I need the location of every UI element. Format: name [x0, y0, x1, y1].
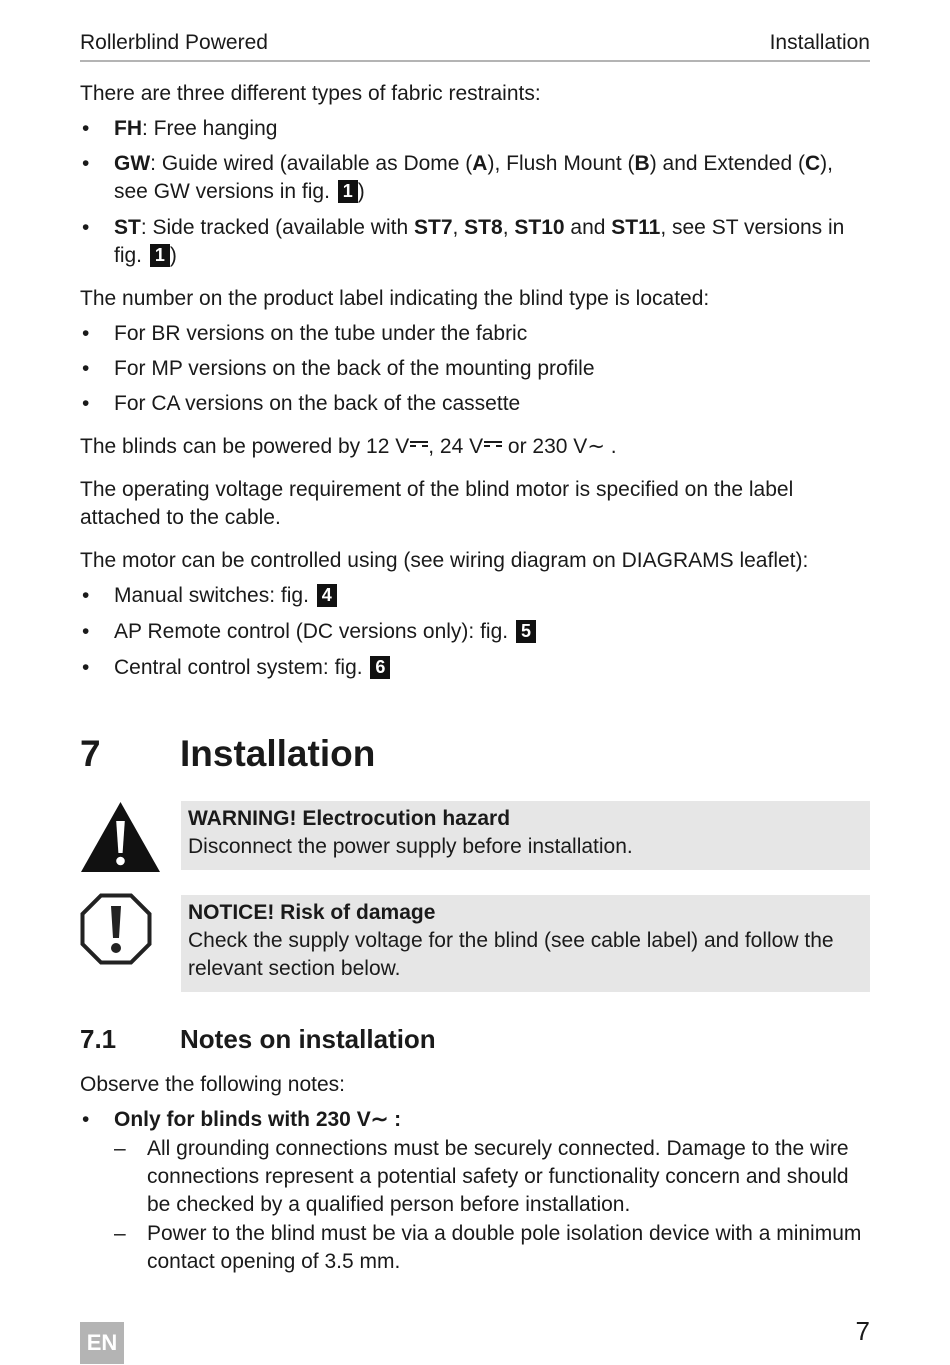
notes-lead: Observe the following notes:	[80, 1073, 345, 1096]
fig-ref-badge: 5	[516, 620, 536, 643]
subsection-number: 7.1	[80, 1024, 117, 1054]
warning-text: Disconnect the power supply before installation.	[188, 835, 633, 858]
fig-ref-badge: 6	[370, 656, 390, 679]
dc-symbol-icon	[410, 441, 428, 451]
header-section: Installation	[769, 31, 870, 54]
fig-ref-badge: 1	[338, 180, 358, 203]
warning-title: WARNING! Electrocution hazard	[188, 807, 511, 830]
notice-text: Check the supply voltage for the blind (see cable label) and follow the relevant section below.	[188, 929, 834, 980]
code-st: ST	[114, 216, 141, 239]
bullet: •	[82, 117, 90, 140]
bullet: •	[82, 216, 90, 239]
code-gw: GW	[114, 152, 151, 175]
notice-title: NOTICE! Risk of damage	[188, 901, 436, 924]
bullet: •	[82, 656, 90, 679]
bullet: •	[82, 152, 90, 175]
dash-marker: –	[114, 1137, 126, 1160]
bullet: •	[82, 392, 90, 415]
power-sentence: The blinds can be powered by 12 V , 24 V or 230 V∼ .	[80, 435, 617, 458]
dash-marker: –	[114, 1222, 126, 1245]
section-title: Installation	[180, 733, 376, 774]
warning-triangle-icon	[80, 801, 161, 873]
fig-ref-badge: 1	[150, 244, 170, 267]
header-product: Rollerblind Powered	[80, 31, 268, 54]
notice-box	[181, 895, 870, 992]
bullet: •	[82, 620, 90, 643]
ac-symbol-icon: ∼	[370, 1108, 389, 1131]
fig-ref-badge: 4	[317, 584, 337, 607]
bullet: •	[82, 584, 90, 607]
control-lead: The motor can be controlled using (see wiring diagram on DIAGRAMS leaflet):	[80, 549, 809, 572]
voltage-note: The operating voltage requirement of the blind motor is specified on the label attached to the cable.	[80, 478, 794, 529]
subsection-title: Notes on installation	[180, 1024, 436, 1054]
language-badge: EN	[80, 1322, 124, 1364]
bullet: •	[82, 357, 90, 380]
ac-symbol-icon: ∼	[587, 435, 605, 458]
label-location-lead: The number on the product label indicating the blind type is located:	[80, 287, 710, 310]
notice-octagon-icon	[80, 893, 152, 965]
dc-symbol-icon	[484, 441, 502, 451]
section-number: 7	[80, 733, 101, 774]
bullet: •	[82, 1108, 90, 1131]
warning-box	[181, 801, 870, 870]
restraints-lead: There are three different types of fabric restraints:	[80, 82, 541, 105]
code-fh: FH	[114, 117, 142, 140]
bullet: •	[82, 322, 90, 345]
page-number: 7	[855, 1316, 870, 1346]
page-header	[80, 28, 870, 62]
